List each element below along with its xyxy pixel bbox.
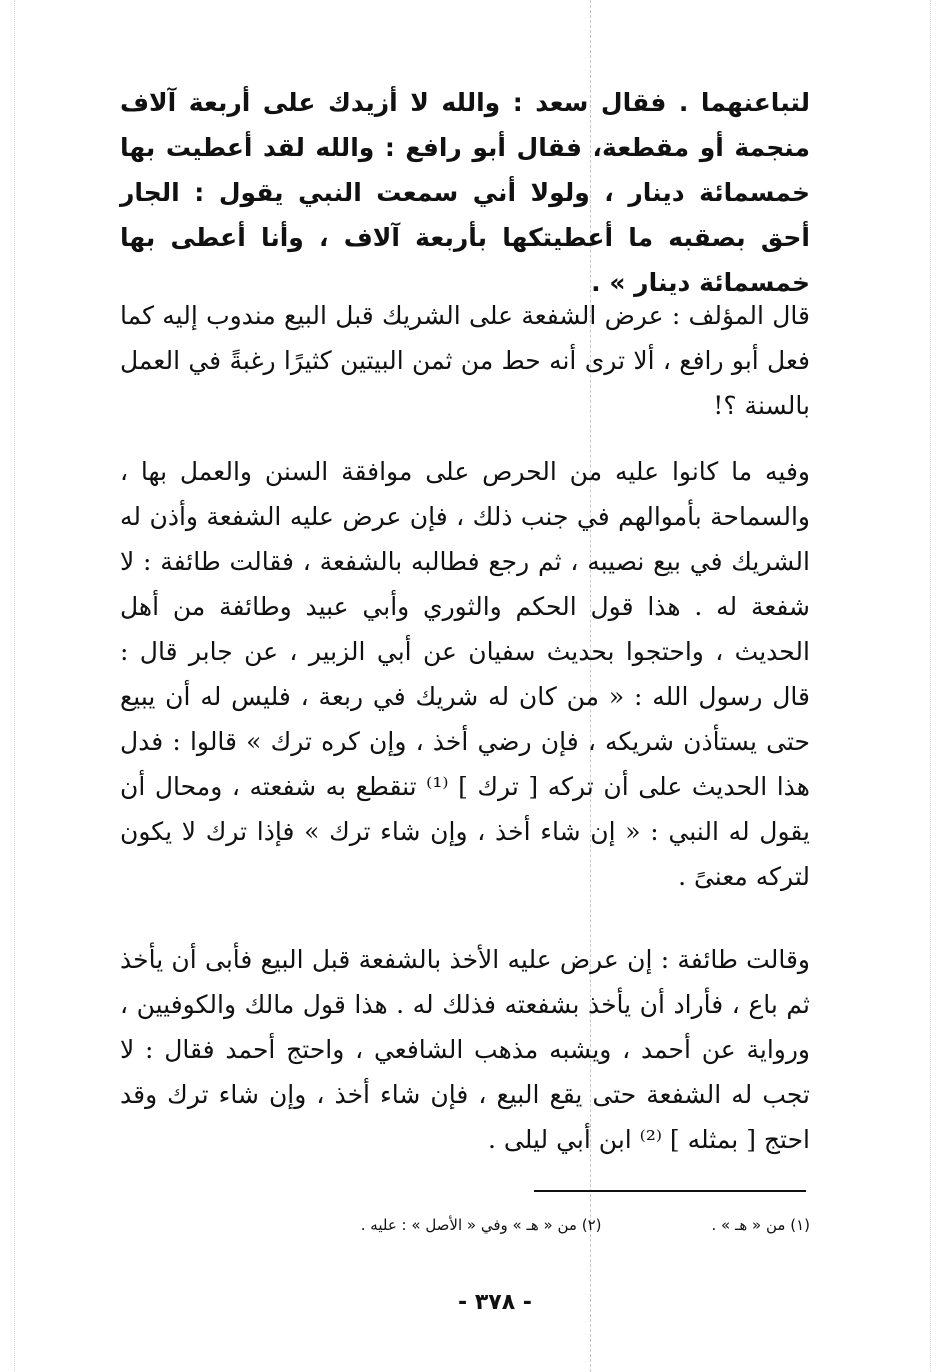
paragraph-text: قال المؤلف : عرض الشفعة على الشريك قبل البيع مندوب إليه كما فعل أبو رافع ، ألا ترى أنه حط من ثمن البيتين كثيرًا رغبةً في العمل بالسنة ؟!	[120, 301, 810, 420]
paragraph-text: وقالت طائفة : إن عرض عليه الأخذ بالشفعة قبل البيع فأبى أن يأخذ ثم باع ، فأراد أن يأخذ بشفعته فذلك له . هذا قول مالك والكوفيين ، ورواية عن أحمد ، ويشبه مذهب الشافعي ، واحتج أحمد فقال : لا تجب له الشفعة حتى يقع البيع ، فإن شاء أخذ ، وإن شاء ترك وقد احتج [ بمثله ] ⁽²⁾ ابن أبي ليلى .	[120, 945, 810, 1154]
footnote-2: (٢) من « هـ » وفي « الأصل » : عليه .	[360, 1216, 602, 1234]
paragraph-text: لتباعنهما . فقال سعد : والله لا أزيدك على أربعة آلاف منجمة أو مقطعة، فقال أبو رافع : والله لقد أعطيت بها خمسمائة دينار ، ولولا أني سمعت النبي يقول : الجار أحق بصقبه ما أعطيتكها بأربعة آلاف ، وأنا أعطى بها خمسمائة دينار » .	[120, 88, 810, 297]
footnote-separator	[534, 1190, 806, 1192]
scan-left-edge	[14, 0, 15, 1372]
paragraph-hadith-quote	[120, 80, 810, 305]
scan-right-edge	[930, 0, 931, 1372]
paragraph-author-note	[120, 293, 810, 428]
paragraph-opinions	[120, 937, 810, 1162]
page-number: - ٣٧٨ -	[458, 1290, 532, 1315]
footnotes	[200, 1212, 810, 1238]
footnote-1: (١) من « هـ » .	[711, 1216, 810, 1234]
paragraph-discussion	[120, 449, 810, 899]
paragraph-text: وفيه ما كانوا عليه من الحرص على موافقة السنن والعمل بها ، والسماحة بأموالهم في جنب ذلك ، فإن عرض عليه الشفعة وأذن له الشريك في بيع نصيبه ، ثم رجع فطالبه بالشفعة ، فقالت طائفة : لا شفعة له . هذا قول الحكم والثوري وأبي عبيد وطائفة من أهل الحديث ، واحتجوا بحديث سفيان عن أبي الزبير ، عن جابر قال : قال رسول الله : « من كان له شريك في ربعة ، فليس له أن يبيع حتى يستأذن شريكه ، فإن رضي أخذ ، وإن كره ترك » قالوا : فدل هذا الحديث على أن تركه [ ترك ] ⁽¹⁾ تنقطع به شفعته ، ومحال أن يقول له النبي : « إن شاء أخذ ، وإن شاء ترك » فإذا ترك لا يكون لتركه معنىً .	[120, 457, 810, 891]
